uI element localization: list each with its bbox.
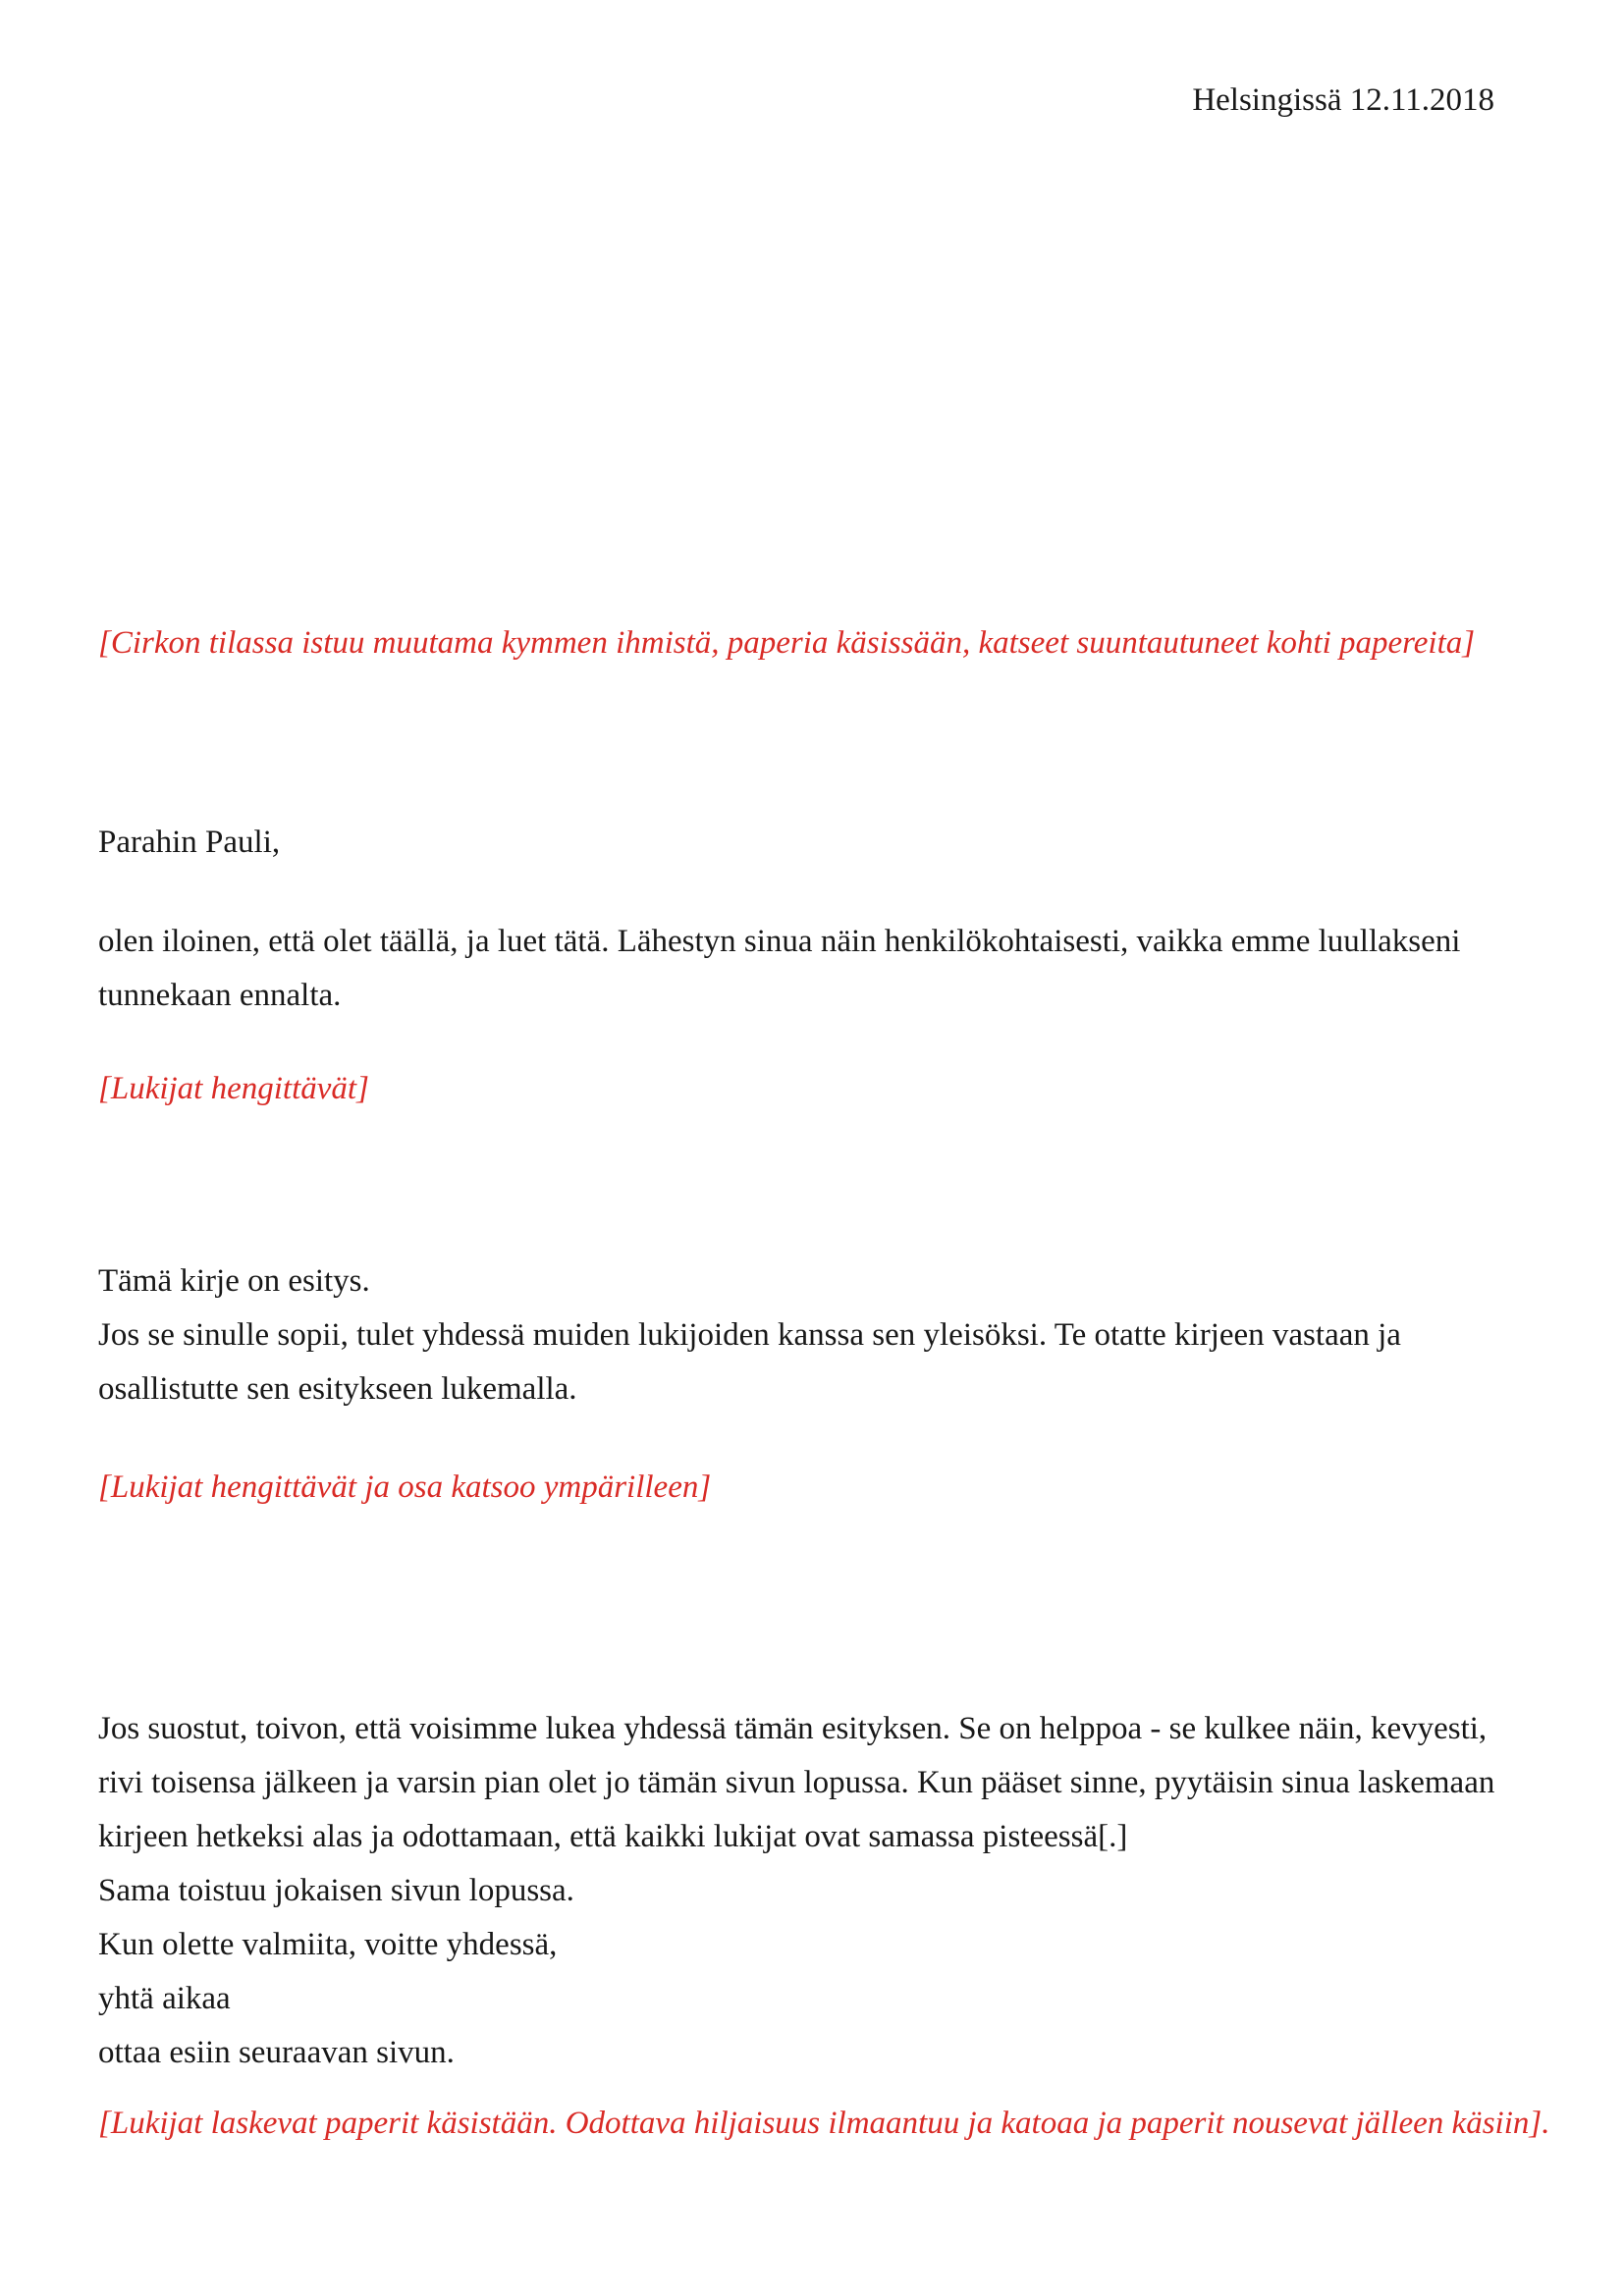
paragraph-instructions-line: Jos suostut, toivon, että voisimme lukea yhdessä tämän esityksen. Se on helppoa - se kulkee näin, kevyesti, — [98, 1711, 1488, 1746]
paragraph-performance — [98, 1255, 1401, 1416]
salutation: Parahin Pauli, — [98, 825, 281, 860]
stage-direction-breath-and-look: [Lukijat hengittävät ja osa katsoo ympärilleen] — [98, 1469, 712, 1505]
paragraph-intro-line: tunnekaan ennalta. — [98, 978, 342, 1013]
stage-direction-breath: [Lukijat hengittävät] — [98, 1071, 369, 1106]
stage-direction-opening: [Cirkon tilassa istuu muutama kymmen ihmistä, paperia käsissään, katseet suuntautuneet kohti papereita] — [98, 625, 1476, 661]
paragraph-instructions-line: Sama toistuu jokaisen sivun lopussa. — [98, 1873, 574, 1908]
paragraph-performance-line: osallistutte sen esitykseen lukemalla. — [98, 1371, 577, 1407]
paragraph-instructions-line: rivi toisensa jälkeen ja varsin pian olet jo tämän sivun lopussa. Kun pääset sinne, pyytäisin sinua laskemaan — [98, 1765, 1495, 1800]
stage-direction-closing: [Lukijat laskevat paperit käsistään. Odottava hiljaisuus ilmaantuu ja katoaa ja paperit nousevat jälleen käsiin]. — [98, 2106, 1550, 2141]
dateline: Helsingissä 12.11.2018 — [1192, 82, 1494, 118]
paragraph-intro-line: olen iloinen, että olet täällä, ja luet tätä. Lähestyn sinua näin henkilökohtaisesti, vaikka emme luullakseni — [98, 924, 1461, 959]
paragraph-instructions-line: kirjeen hetkeksi alas ja odottamaan, että kaikki lukijat ovat samassa pisteessä[.] — [98, 1819, 1128, 1854]
paragraph-performance-line: Tämä kirje on esitys. — [98, 1263, 370, 1299]
paragraph-instructions-line: yhtä aikaa — [98, 1981, 231, 2016]
paragraph-instructions-line: ottaa esiin seuraavan sivun. — [98, 2035, 455, 2070]
paragraph-intro — [98, 915, 1460, 1023]
paragraph-instructions — [98, 1702, 1494, 2080]
paragraph-performance-line: Jos se sinulle sopii, tulet yhdessä muiden lukijoiden kanssa sen yleisöksi. Te otatte kirjeen vastaan ja — [98, 1317, 1401, 1353]
paragraph-instructions-line: Kun olette valmiita, voitte yhdessä, — [98, 1927, 558, 1962]
